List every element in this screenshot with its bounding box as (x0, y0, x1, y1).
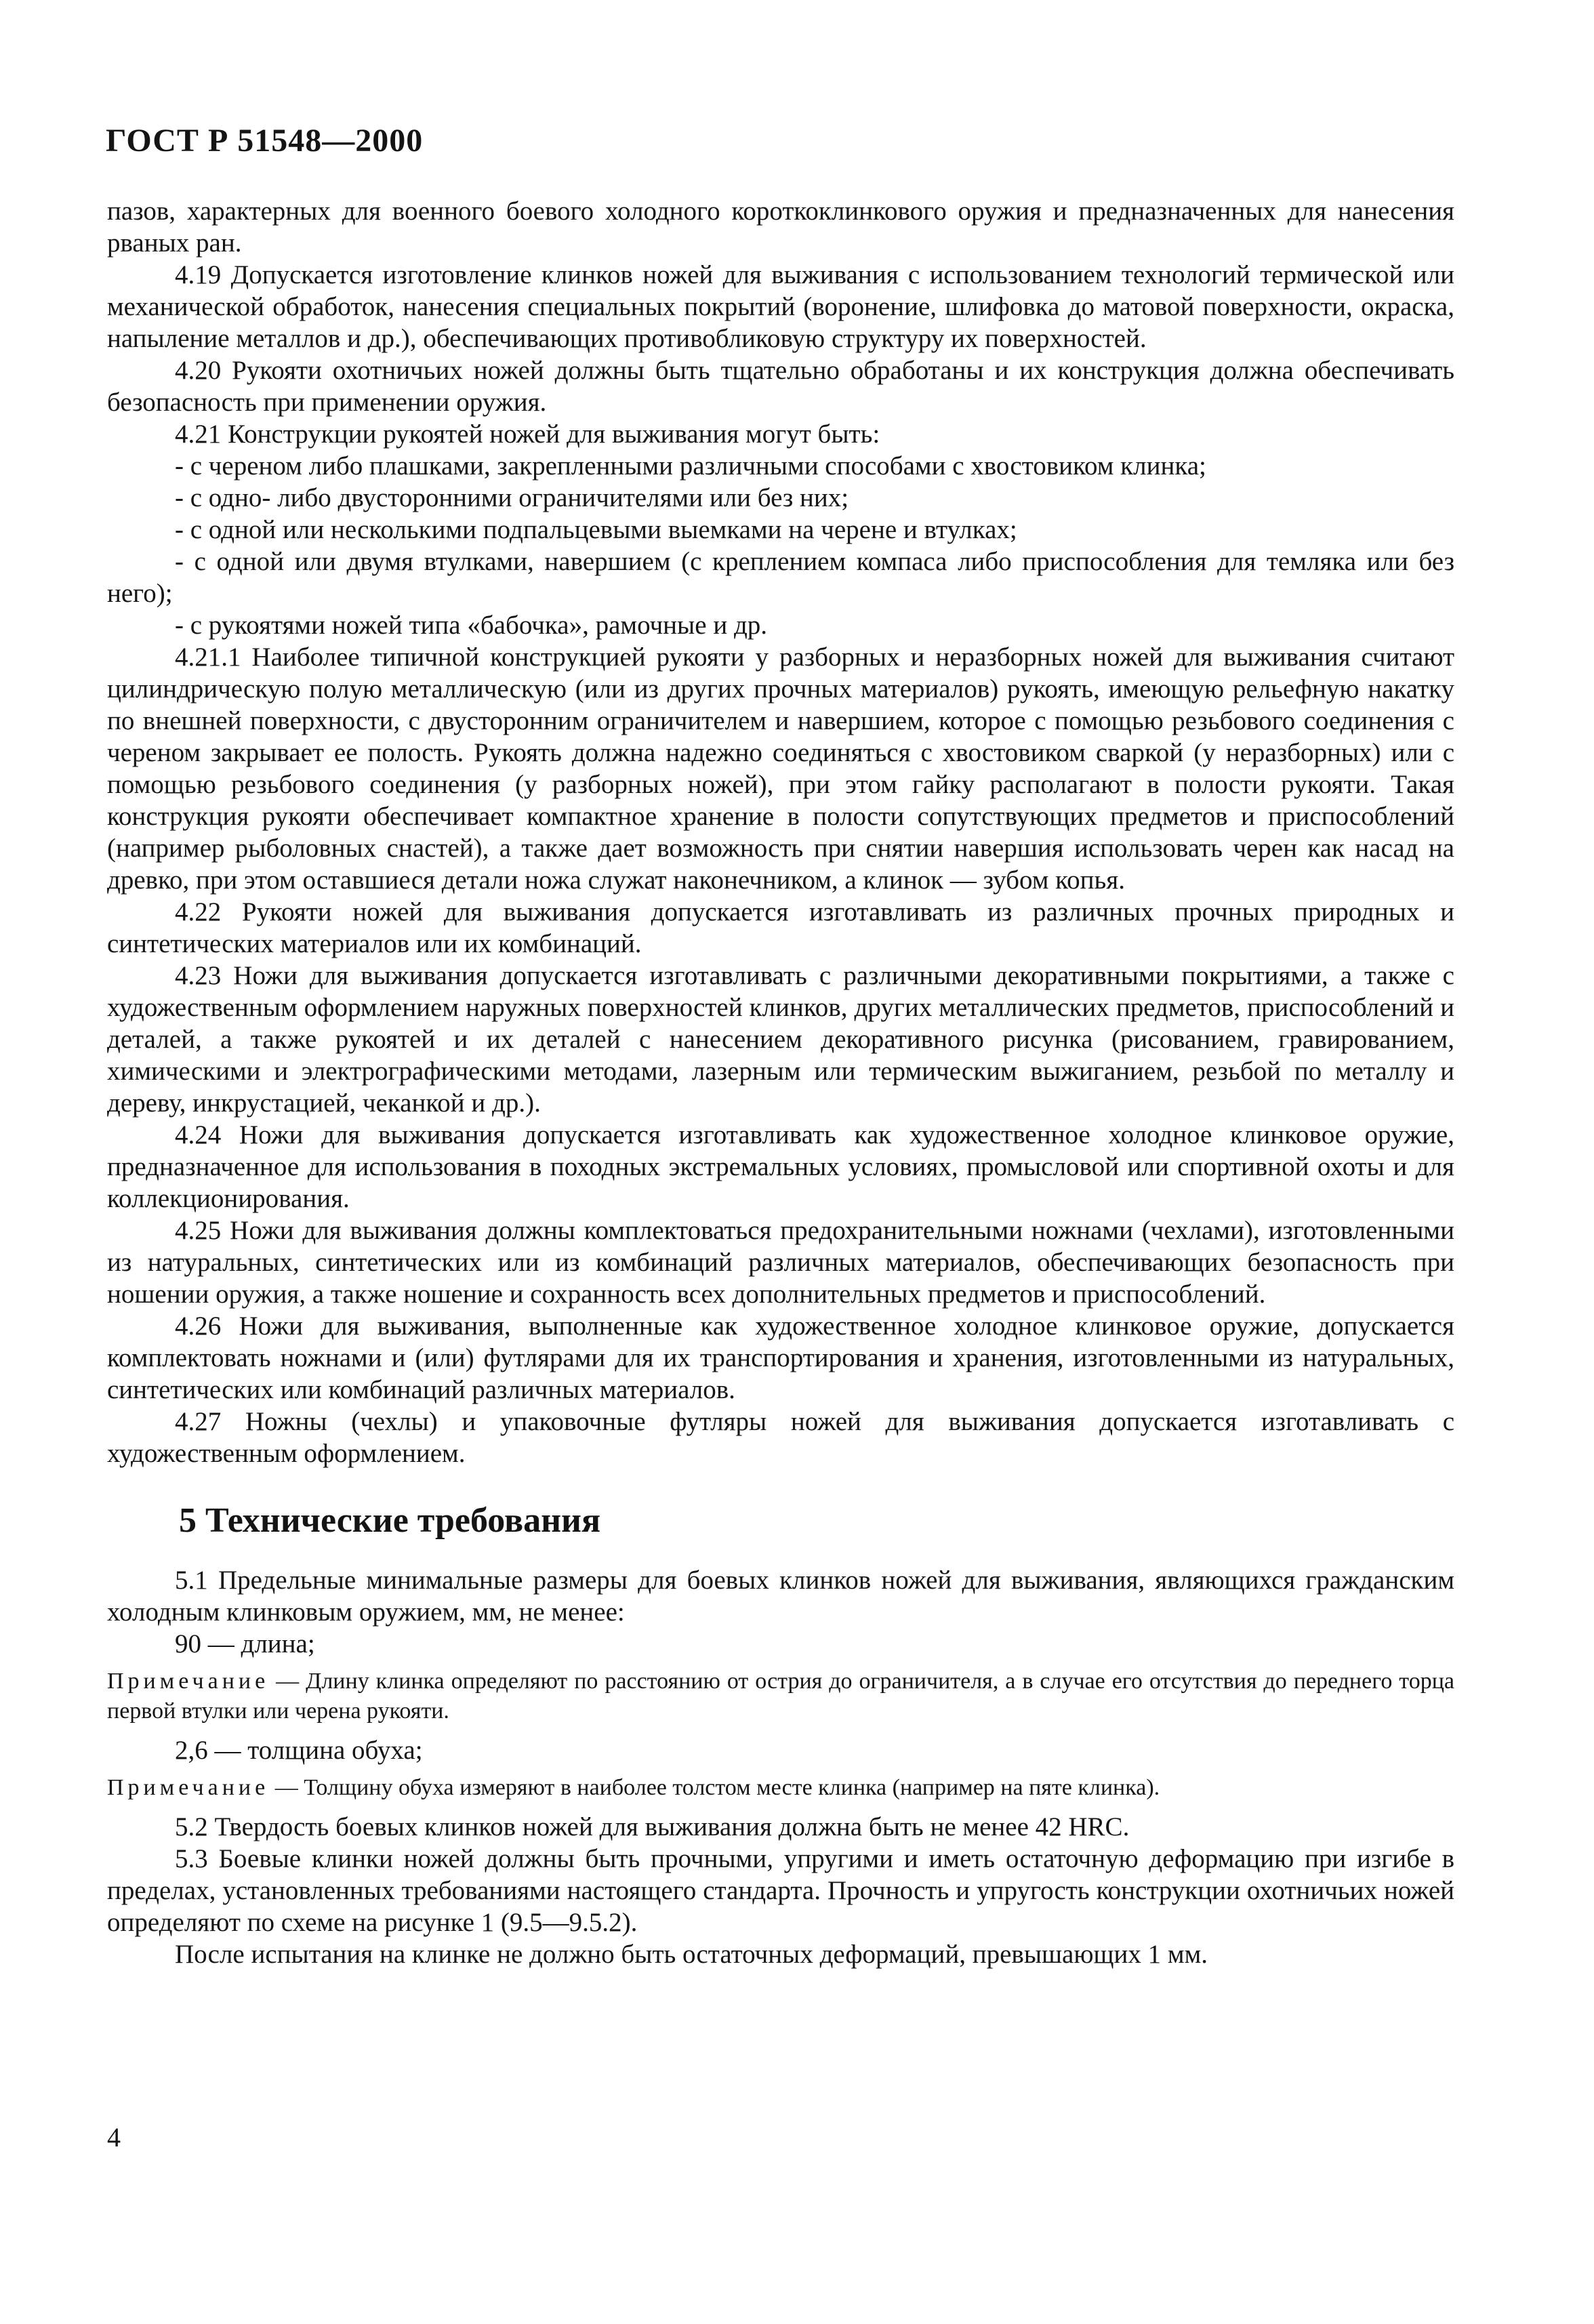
paragraph-text: - с одной или двумя втулками, навершием (с креплением компаса либо приспособления для темляка или без него); (107, 547, 1454, 608)
list-item (107, 609, 1454, 641)
paragraph-text: 2,6 — толщина обуха; (175, 1736, 423, 1765)
body-paragraph (107, 354, 1454, 418)
body-paragraph (107, 1628, 1454, 1660)
note-label: Примечание (107, 1775, 270, 1800)
paragraph-text: - с череном либо плашками, закрепленными различными способами с хвостовиком клинка; (175, 451, 1206, 481)
note-label: Примечание (107, 1669, 270, 1694)
document-header: ГОСТ Р 51548—2000 (106, 123, 424, 159)
body-paragraph (107, 1215, 1454, 1310)
section-heading (107, 1501, 1454, 1541)
list-item (107, 546, 1454, 609)
body-paragraph (107, 418, 1454, 450)
paragraph-text: — Толщину обуха измеряют в наиболее толстом месте клинка (например на пяте клинка). (269, 1775, 1160, 1800)
body-paragraph (107, 259, 1454, 354)
paragraph-text: 4.20 Рукояти охотничьих ножей должны быть тщательно обработаны и их конструкция должна обеспечивать безопасность при применении оружия. (107, 356, 1454, 417)
paragraph-text: 4.22 Рукояти ножей для выживания допускается изготавливать из различных прочных природных и синтетических материалов или их комбинаций. (107, 897, 1454, 958)
paragraph-text: 4.23 Ножи для выживания допускается изготавливать с различными декоративными покрытиями, а также с художественным оформлением наружных поверхностей клинков, других металлических предметов, приспособлений и деталей, а также рукоятей и их деталей с нанесением декоративного рисунка (рисованием, гравированием, химическими и электрографическими методами, лазерным или термическим выжиганием, резьбой по металлу и дереву, инкрустацией, чеканкой и др.). (107, 961, 1454, 1118)
paragraph-text: 4.27 Ножны (чехлы) и упаковочные футляры ножей для выживания допускается изготавливать с художественным оформлением. (107, 1407, 1454, 1468)
paragraph-text: 4.25 Ножи для выживания должны комплектоваться предохранительными ножнами (чехлами), изготовленными из натуральных, синтетических или из комбинаций различных материалов, обеспечивающих безопасность при ношении оружия, а также ношение и сохранность всех дополнительных предметов и приспособлений. (107, 1216, 1454, 1309)
paragraph-text: 4.26 Ножи для выживания, выполненные как художественное холодное клинковое оружие, допускается комплектовать ножнами и (или) футлярами для их транспортирования и хранения, изготовленными из натуральных, синтетических или комбинаций различных материалов. (107, 1311, 1454, 1404)
paragraph-text: 5.1 Предельные минимальные размеры для боевых клинков ножей для выживания, являющихся гражданским холодным клинковым оружием, мм, не менее: (107, 1566, 1454, 1627)
paragraph-text: После испытания на клинке не должно быть остаточных деформаций, превышающих 1 мм. (175, 1940, 1208, 1969)
body-paragraph (107, 1119, 1454, 1215)
paragraph-text: пазов, характерных для военного боевого холодного короткоклинкового оружия и предназначенных для нанесения рваных ран. (107, 197, 1454, 258)
paragraph-text: 90 — длина; (175, 1629, 315, 1658)
note-paragraph (107, 1667, 1454, 1726)
body-paragraph (107, 1938, 1454, 1970)
paragraph-text: 4.19 Допускается изготовление клинков ножей для выживания с использованием технологий термической или механической обработок, нанесения специальных покрытий (воронение, шлифовка до матовой поверхности, окраска, напыление металлов и др.), обеспечивающих противобликовую структуру их поверхностей. (107, 260, 1454, 353)
document-body (107, 195, 1454, 1970)
paragraph-text: — Длину клинка определяют по расстоянию от острия до ограничителя, а в случае его отсутствия до переднего торца первой втулки или черена рукояти. (107, 1669, 1454, 1724)
body-paragraph (107, 1843, 1454, 1938)
body-paragraph (107, 195, 1454, 259)
paragraph-text: - с одно- либо двусторонними ограничителями или без них; (175, 483, 849, 512)
note-paragraph (107, 1773, 1454, 1803)
body-paragraph (107, 1310, 1454, 1406)
body-paragraph (107, 960, 1454, 1119)
list-item (107, 450, 1454, 482)
paragraph-text: 4.21 Конструкции рукоятей ножей для выживания могут быть: (175, 420, 880, 449)
list-item (107, 514, 1454, 546)
paragraph-text: 5.3 Боевые клинки ножей должны быть прочными, упругими и иметь остаточную деформацию при изгибе в пределах, установленных требованиями настоящего стандарта. Прочность и упругость конструкции охотничьих ножей определяют по схеме на рисунке 1 (9.5—9.5.2). (107, 1844, 1454, 1937)
paragraph-text: - с рукоятями ножей типа «бабочка», рамочные и др. (175, 611, 768, 640)
paragraph-text: 5.2 Твердость боевых клинков ножей для выживания должна быть не менее 42 HRC. (175, 1812, 1130, 1841)
body-paragraph (107, 1406, 1454, 1469)
body-paragraph (107, 1564, 1454, 1628)
body-paragraph (107, 641, 1454, 896)
body-paragraph (107, 896, 1454, 960)
paragraph-text: 5 Технические требования (179, 1501, 601, 1540)
paragraph-text: 4.21.1 Наиболее типичной конструкцией рукояти у разборных и неразборных ножей для выживания считают цилиндрическую полую металлическую (или из других прочных материалов) рукоять, имеющую рельефную накатку по внешней поверхности, с двусторонним ограничителем и навершием, которое с помощью резьбового соединения с череном закрывает ее полость. Рукоять должна надежно соединяться с хвостовиком сваркой (у неразборных) или с помощью резьбового соединения (у разборных ножей), при этом гайку располагают в полости рукояти. Такая конструкция рукояти обеспечивает компактное хранение в полости сопутствующих предметов и приспособлений (например рыболовных снастей), а также дает возможность при снятии навершия использовать черен как насад на древко, при этом оставшиеся детали ножа служат наконечником, а клинок — зубом копья. (107, 643, 1454, 895)
page-number: 4 (107, 2122, 121, 2153)
list-item (107, 482, 1454, 514)
body-paragraph (107, 1734, 1454, 1766)
body-paragraph (107, 1811, 1454, 1843)
paragraph-text: - с одной или несколькими подпальцевыми выемками на черене и втулках; (175, 515, 1017, 544)
paragraph-text: 4.24 Ножи для выживания допускается изготавливать как художественное холодное клинковое оружие, предназначенное для использования в походных экстремальных условиях, промысловой или спортивной охоты и для коллекционирования. (107, 1120, 1454, 1213)
